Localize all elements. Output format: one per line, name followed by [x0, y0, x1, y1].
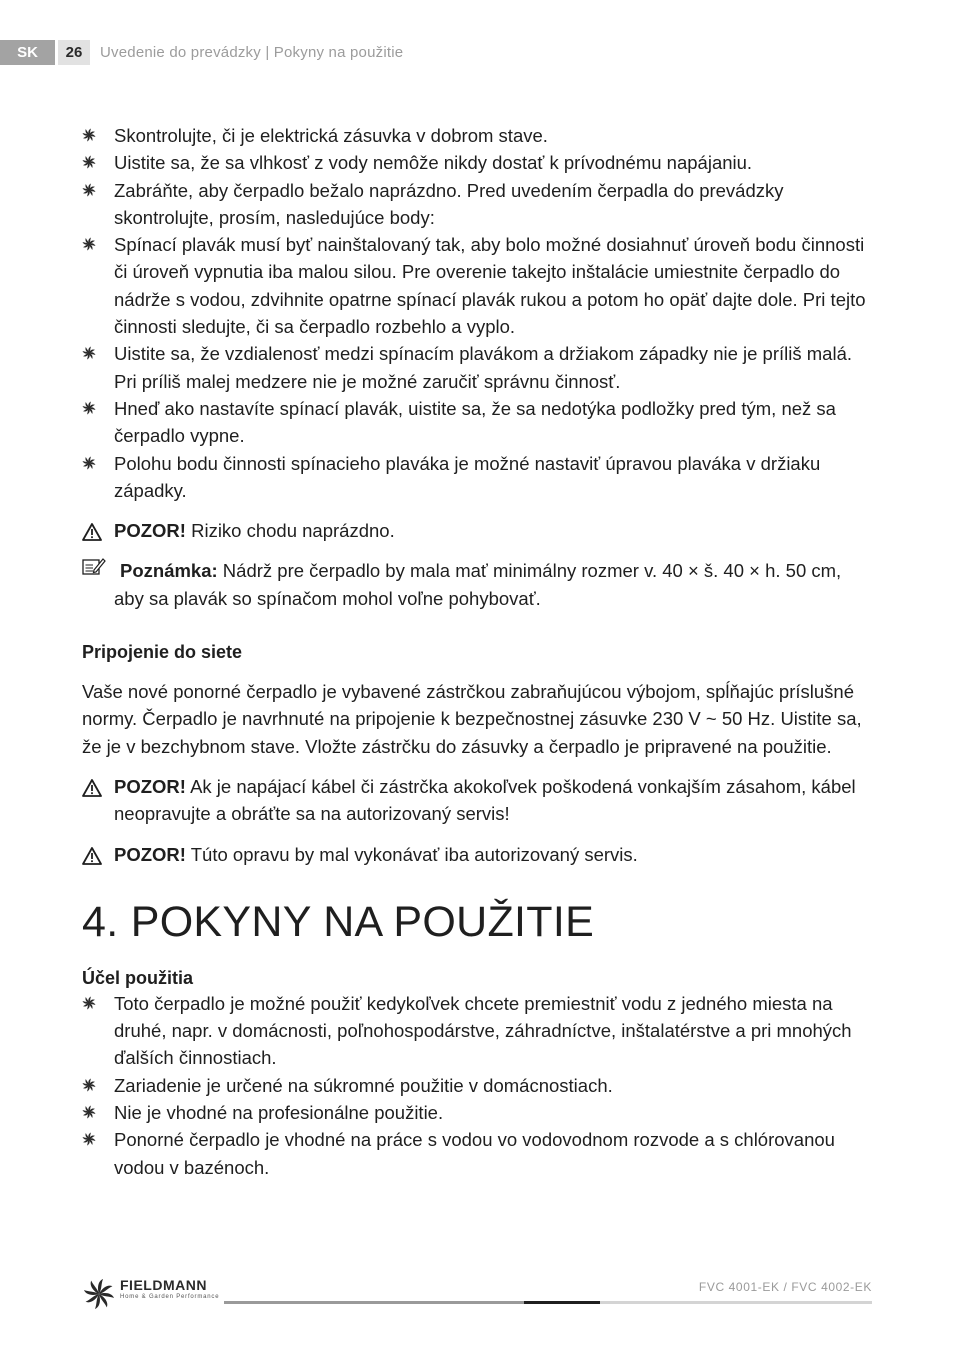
warning-text: Túto opravu by mal vykonávať iba autorizovaný servis.	[185, 843, 638, 865]
list-item	[82, 1072, 872, 1099]
note-tank-size	[82, 557, 872, 612]
footer-rule-grey	[224, 1301, 524, 1304]
warning-triangle-icon	[82, 777, 102, 804]
list-item	[82, 149, 872, 176]
list-item	[82, 450, 872, 505]
warning-text: Ak je napájací kábel či zástrčka akokoľvek poškodená vonkajším zásahom, kábel neopravujte a obráťte sa na autorizovaný servis!	[114, 775, 856, 825]
warning-label: POZOR!	[114, 775, 186, 797]
warning-dry-run	[82, 517, 872, 544]
page-header	[0, 40, 403, 65]
list-item	[82, 177, 872, 232]
model-number: FVC 4001-EK / FVC 4002-EK	[698, 1280, 872, 1294]
list-item	[82, 1126, 872, 1181]
page-number: 26	[58, 40, 90, 65]
list-item-text: Toto čerpadlo je možné použiť kedykoľvek chcete premiestniť vodu z jedného miesta na druhé, napr. v domácnosti, poľnohospodárstve, záhradníctve, inštalatérstve a pri mnohých ďalších činnostiach.	[114, 992, 852, 1069]
list-item-text: Ponorné čerpadlo je vhodné na práce s vodou vo vodovodnom rozvode a s chlórovanou vodou v bazénoch.	[114, 1129, 835, 1178]
bullet-list-purpose	[82, 990, 872, 1181]
warning-authorized-service	[82, 841, 872, 868]
note-pencil-icon	[82, 557, 106, 584]
section-heading-mains: Pripojenie do siete	[82, 642, 243, 663]
warning-triangle-icon	[82, 845, 102, 872]
footer-rule-light	[600, 1301, 872, 1304]
brand-tagline: Home & Garden Performance	[120, 1294, 220, 1300]
list-item-text: Polohu bodu činnosti spínacieho plaváka je možné nastaviť úpravou plaváka v držiaku západky.	[114, 452, 821, 501]
warning-damaged-cable	[82, 773, 872, 828]
warning-triangle-icon	[82, 521, 102, 548]
brand-name: FIELDMANN	[120, 1277, 207, 1293]
note-text: Nádrž pre čerpadlo by mala mať minimálny rozmer v. 40 × š. 40 × h. 50 cm, aby sa plavák so spínačom mohol voľne pohybovať.	[114, 560, 842, 609]
warning-text: Riziko chodu naprázdno.	[185, 520, 395, 542]
list-item-text: Uistite sa, že vzdialenosť medzi spínacím plavákom a držiakom západky nie je príliš malá. Pri príliš malej medzere nie je možné zaručiť správnu činnosť.	[114, 343, 852, 392]
list-item	[82, 340, 872, 395]
chapter-title: 4. POKYNY NA POUŽITIE	[82, 897, 595, 946]
list-item	[82, 231, 872, 340]
section-heading-purpose: Účel použitia	[82, 967, 194, 988]
page-content	[82, 122, 872, 1181]
footer-rule-dark	[524, 1301, 600, 1304]
note-label: Poznámka:	[120, 560, 218, 582]
list-item-text: Skontrolujte, či je elektrická zásuvka v dobrom stave.	[114, 125, 548, 146]
list-item-text: Uistite sa, že sa vlhkosť z vody nemôže nikdy dostať k prívodnému napájaniu.	[114, 152, 753, 174]
language-tab: SK	[0, 40, 55, 65]
page-footer	[82, 1276, 872, 1316]
list-item-text: Zabráňte, aby čerpadlo bežalo naprázdno. Pred uvedením čerpadla do prevádzky skontrolujte, prosím, nasledujúce body:	[114, 179, 784, 228]
bullet-list-checks	[82, 122, 872, 504]
running-header-title: Uvedenie do prevádzky | Pokyny na použitie	[100, 44, 404, 61]
list-item	[82, 990, 872, 1072]
list-item-text: Hneď ako nastavíte spínací plavák, uistite sa, že sa nedotýka podložky pred tým, než sa čerpadlo vypne.	[114, 397, 836, 447]
warning-label: POZOR!	[114, 520, 186, 542]
list-item	[82, 1099, 872, 1126]
fan-logo-icon	[82, 1278, 116, 1315]
list-item-text: Spínací plavák musí byť nainštalovaný tak, aby bolo možné dosiahnuť úroveň bodu činnosti či úroveň vypnutia iba malou silou. Pre overenie takejto inštalácie umiestnite čerpadlo do nádrže s vodou, zdvihnite opatrne spínací plavák rukou a potom ho opäť dajte dole. Pri tejto činnosti sledujte, či sa čerpadlo rozbehlo a vyplo.	[114, 234, 866, 338]
mains-paragraph: Vaše nové ponorné čerpadlo je vybavené zástrčkou zabraňujúcou výbojom, spĺňajúc príslušné normy. Čerpadlo je navrhnuté na pripojenie k bezpečnostnej zásuvke 230 V ~ 50 Hz. Uistite sa, že je v bezchybnom stave. Vložte zástrčku do zásuvky a čerpadlo je pripravené na použitie.	[82, 681, 862, 757]
list-item	[82, 122, 872, 149]
list-item-text: Zariadenie je určené na súkromné použitie v domácnostiach.	[114, 1074, 613, 1096]
warning-label: POZOR!	[114, 843, 186, 865]
list-item	[82, 395, 872, 450]
list-item-text: Nie je vhodné na profesionálne použitie.	[114, 1102, 444, 1124]
fieldmann-logo	[82, 1278, 219, 1315]
